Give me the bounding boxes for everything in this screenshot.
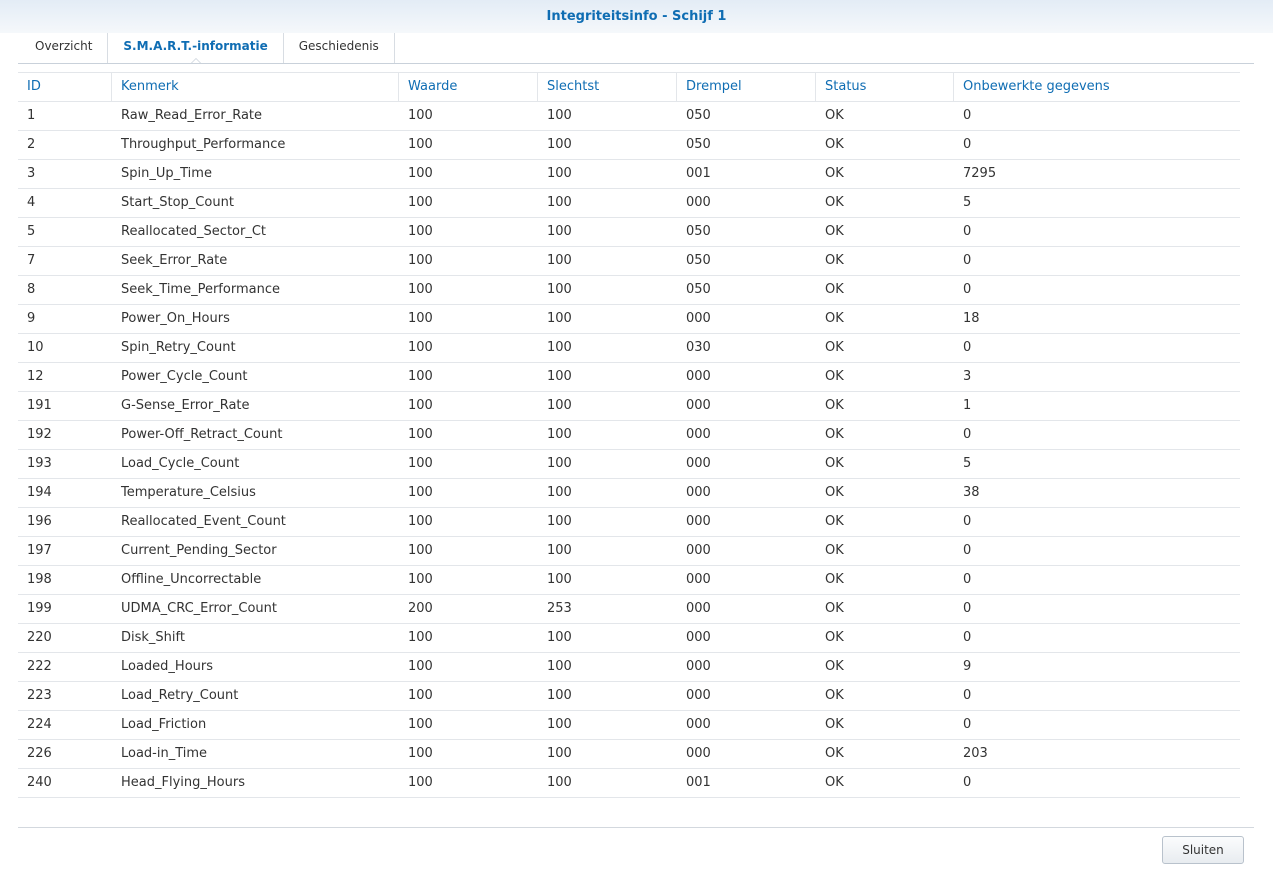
cell-id: 199 — [27, 601, 52, 616]
cell-worst: 100 — [547, 253, 572, 268]
cell-worst: 100 — [547, 746, 572, 761]
cell-status: OK — [825, 775, 844, 790]
table-row[interactable] — [18, 740, 1240, 769]
cell-value: 100 — [408, 108, 433, 123]
cell-status: OK — [825, 253, 844, 268]
cell-id: 4 — [27, 195, 36, 210]
cell-threshold: 000 — [686, 398, 711, 413]
cell-threshold: 000 — [686, 456, 711, 471]
cell-attribute: Power_Cycle_Count — [121, 369, 248, 384]
cell-status: OK — [825, 282, 844, 297]
table-header-row — [18, 72, 1240, 102]
cell-status: OK — [825, 340, 844, 355]
cell-threshold: 030 — [686, 340, 711, 355]
cell-threshold: 050 — [686, 282, 711, 297]
cell-id: 192 — [27, 427, 52, 442]
cell-value: 100 — [408, 369, 433, 384]
cell-worst: 253 — [547, 601, 572, 616]
cell-attribute: Power-Off_Retract_Count — [121, 427, 283, 442]
cell-id: 223 — [27, 688, 52, 703]
column-header-status[interactable]: Status — [816, 73, 954, 101]
cell-status: OK — [825, 485, 844, 500]
cell-threshold: 050 — [686, 137, 711, 152]
cell-id: 193 — [27, 456, 52, 471]
cell-worst: 100 — [547, 108, 572, 123]
cell-status: OK — [825, 427, 844, 442]
table-row[interactable] — [18, 131, 1240, 160]
cell-raw: 0 — [963, 108, 972, 123]
cell-raw: 18 — [963, 311, 980, 326]
cell-id: 240 — [27, 775, 52, 790]
tab-history-label: Geschiedenis — [298, 39, 379, 53]
cell-attribute: G-Sense_Error_Rate — [121, 398, 250, 413]
column-header-raw[interactable]: Onbewerkte gegevens — [963, 79, 1110, 94]
column-header-threshold[interactable]: Drempel — [677, 73, 816, 101]
cell-status: OK — [825, 137, 844, 152]
cell-worst: 100 — [547, 311, 572, 326]
cell-value: 100 — [408, 427, 433, 442]
column-header-id[interactable]: ID — [18, 73, 112, 101]
cell-raw: 3 — [963, 369, 972, 384]
cell-status: OK — [825, 195, 844, 210]
cell-status: OK — [825, 311, 844, 326]
tab-history[interactable] — [284, 33, 395, 63]
column-header-attribute[interactable]: Kenmerk — [112, 73, 399, 101]
cell-attribute: Seek_Time_Performance — [121, 282, 280, 297]
cell-attribute: Spin_Up_Time — [121, 166, 212, 181]
table-row[interactable] — [18, 218, 1240, 247]
cell-worst: 100 — [547, 485, 572, 500]
cell-value: 100 — [408, 659, 433, 674]
cell-id: 196 — [27, 514, 52, 529]
cell-id: 1 — [27, 108, 36, 123]
cell-threshold: 000 — [686, 688, 711, 703]
cell-attribute: Raw_Read_Error_Rate — [121, 108, 263, 123]
cell-worst: 100 — [547, 398, 572, 413]
cell-id: 8 — [27, 282, 36, 297]
cell-raw: 0 — [963, 717, 972, 732]
cell-value: 200 — [408, 601, 433, 616]
cell-status: OK — [825, 572, 844, 587]
cell-raw: 7295 — [963, 166, 997, 181]
cell-status: OK — [825, 456, 844, 471]
table-row[interactable] — [18, 160, 1240, 189]
cell-value: 100 — [408, 717, 433, 732]
cell-attribute: Load_Retry_Count — [121, 688, 239, 703]
cell-attribute: Start_Stop_Count — [121, 195, 234, 210]
cell-id: 197 — [27, 543, 52, 558]
cell-raw: 0 — [963, 427, 972, 442]
cell-id: 7 — [27, 253, 36, 268]
cell-attribute: Offline_Uncorrectable — [121, 572, 262, 587]
cell-id: 10 — [27, 340, 44, 355]
dialog-title: Integriteitsinfo - Schijf 1 — [546, 9, 727, 24]
cell-value: 100 — [408, 775, 433, 790]
table-row[interactable] — [18, 769, 1240, 798]
cell-raw: 38 — [963, 485, 980, 500]
cell-value: 100 — [408, 340, 433, 355]
cell-value: 100 — [408, 253, 433, 268]
table-row[interactable] — [18, 102, 1240, 131]
table-row[interactable] — [18, 479, 1240, 508]
close-button[interactable]: Sluiten — [1162, 836, 1244, 864]
tab-bar — [18, 33, 395, 63]
cell-threshold: 000 — [686, 717, 711, 732]
cell-value: 100 — [408, 166, 433, 181]
table-row[interactable] — [18, 624, 1240, 653]
cell-raw: 5 — [963, 195, 972, 210]
cell-status: OK — [825, 717, 844, 732]
cell-threshold: 000 — [686, 485, 711, 500]
column-header-worst[interactable]: Slechtst — [538, 73, 677, 101]
cell-worst: 100 — [547, 659, 572, 674]
dialog-titlebar — [0, 0, 1273, 33]
cell-worst: 100 — [547, 427, 572, 442]
cell-threshold: 000 — [686, 514, 711, 529]
cell-threshold: 000 — [686, 746, 711, 761]
cell-status: OK — [825, 166, 844, 181]
cell-value: 100 — [408, 195, 433, 210]
cell-id: 3 — [27, 166, 36, 181]
cell-value: 100 — [408, 137, 433, 152]
cell-worst: 100 — [547, 195, 572, 210]
cell-id: 220 — [27, 630, 52, 645]
table-row[interactable] — [18, 305, 1240, 334]
cell-status: OK — [825, 369, 844, 384]
cell-status: OK — [825, 630, 844, 645]
cell-raw: 203 — [963, 746, 988, 761]
cell-worst: 100 — [547, 166, 572, 181]
cell-attribute: Spin_Retry_Count — [121, 340, 236, 355]
cell-status: OK — [825, 543, 844, 558]
cell-attribute: Head_Flying_Hours — [121, 775, 245, 790]
cell-raw: 0 — [963, 601, 972, 616]
cell-attribute: Current_Pending_Sector — [121, 543, 277, 558]
cell-raw: 0 — [963, 543, 972, 558]
smart-table — [18, 72, 1240, 798]
cell-worst: 100 — [547, 688, 572, 703]
cell-attribute: UDMA_CRC_Error_Count — [121, 601, 277, 616]
cell-worst: 100 — [547, 369, 572, 384]
cell-attribute: Reallocated_Sector_Ct — [121, 224, 267, 239]
cell-id: 198 — [27, 572, 52, 587]
cell-worst: 100 — [547, 514, 572, 529]
cell-threshold: 001 — [686, 166, 711, 181]
cell-value: 100 — [408, 456, 433, 471]
cell-value: 100 — [408, 311, 433, 326]
cell-id: 5 — [27, 224, 36, 239]
cell-attribute: Throughput_Performance — [121, 137, 286, 152]
cell-value: 100 — [408, 282, 433, 297]
table-row[interactable] — [18, 189, 1240, 218]
cell-value: 100 — [408, 485, 433, 500]
cell-attribute: Load_Cycle_Count — [121, 456, 240, 471]
cell-worst: 100 — [547, 630, 572, 645]
cell-threshold: 000 — [686, 195, 711, 210]
cell-raw: 0 — [963, 572, 972, 587]
cell-attribute: Load-in_Time — [121, 746, 208, 761]
cell-raw: 0 — [963, 224, 972, 239]
cell-attribute: Reallocated_Event_Count — [121, 514, 286, 529]
cell-raw: 9 — [963, 659, 972, 674]
cell-worst: 100 — [547, 717, 572, 732]
cell-worst: 100 — [547, 340, 572, 355]
cell-value: 100 — [408, 543, 433, 558]
cell-raw: 0 — [963, 137, 972, 152]
cell-value: 100 — [408, 688, 433, 703]
table-row[interactable] — [18, 711, 1240, 740]
cell-threshold: 050 — [686, 108, 711, 123]
cell-value: 100 — [408, 224, 433, 239]
cell-attribute: Seek_Error_Rate — [121, 253, 228, 268]
cell-threshold: 050 — [686, 224, 711, 239]
table-row[interactable] — [18, 247, 1240, 276]
cell-value: 100 — [408, 746, 433, 761]
cell-worst: 100 — [547, 282, 572, 297]
cell-threshold: 000 — [686, 427, 711, 442]
cell-threshold: 000 — [686, 572, 711, 587]
cell-raw: 0 — [963, 514, 972, 529]
cell-threshold: 000 — [686, 369, 711, 384]
cell-worst: 100 — [547, 224, 572, 239]
table-row[interactable] — [18, 363, 1240, 392]
cell-raw: 0 — [963, 282, 972, 297]
table-row[interactable] — [18, 537, 1240, 566]
cell-threshold: 000 — [686, 543, 711, 558]
tab-overview-label: Overzicht — [35, 39, 93, 53]
cell-threshold: 000 — [686, 630, 711, 645]
table-row[interactable] — [18, 276, 1240, 305]
cell-value: 100 — [408, 514, 433, 529]
cell-status: OK — [825, 398, 844, 413]
cell-value: 100 — [408, 398, 433, 413]
table-body — [18, 102, 1240, 798]
cell-status: OK — [825, 108, 844, 123]
tab-smart-info[interactable] — [108, 33, 283, 63]
table-row[interactable] — [18, 450, 1240, 479]
tab-divider — [18, 63, 1254, 64]
table-row[interactable] — [18, 682, 1240, 711]
cell-raw: 0 — [963, 630, 972, 645]
cell-status: OK — [825, 224, 844, 239]
cell-id: 9 — [27, 311, 36, 326]
tab-smart-info-label: S.M.A.R.T.-informatie — [123, 39, 268, 53]
cell-id: 194 — [27, 485, 52, 500]
table-row[interactable] — [18, 595, 1240, 624]
cell-id: 222 — [27, 659, 52, 674]
cell-raw: 0 — [963, 775, 972, 790]
cell-worst: 100 — [547, 543, 572, 558]
cell-status: OK — [825, 746, 844, 761]
cell-status: OK — [825, 659, 844, 674]
cell-attribute: Loaded_Hours — [121, 659, 214, 674]
cell-threshold: 000 — [686, 601, 711, 616]
cell-worst: 100 — [547, 456, 572, 471]
table-row[interactable] — [18, 421, 1240, 450]
table-row[interactable] — [18, 508, 1240, 537]
cell-status: OK — [825, 514, 844, 529]
table-row[interactable] — [18, 392, 1240, 421]
footer-divider — [18, 827, 1254, 828]
cell-worst: 100 — [547, 137, 572, 152]
cell-value: 100 — [408, 572, 433, 587]
cell-id: 224 — [27, 717, 52, 732]
cell-threshold: 050 — [686, 253, 711, 268]
cell-value: 100 — [408, 630, 433, 645]
cell-id: 226 — [27, 746, 52, 761]
cell-raw: 1 — [963, 398, 972, 413]
cell-attribute: Temperature_Celsius — [121, 485, 256, 500]
cell-id: 191 — [27, 398, 52, 413]
column-header-value[interactable]: Waarde — [399, 73, 538, 101]
cell-raw: 0 — [963, 688, 972, 703]
cell-status: OK — [825, 601, 844, 616]
cell-id: 12 — [27, 369, 44, 384]
cell-threshold: 001 — [686, 775, 711, 790]
cell-threshold: 000 — [686, 311, 711, 326]
cell-raw: 5 — [963, 456, 972, 471]
cell-raw: 0 — [963, 253, 972, 268]
cell-worst: 100 — [547, 572, 572, 587]
cell-attribute: Load_Friction — [121, 717, 207, 732]
cell-threshold: 000 — [686, 659, 711, 674]
cell-worst: 100 — [547, 775, 572, 790]
tab-overview[interactable] — [18, 33, 108, 63]
cell-attribute: Power_On_Hours — [121, 311, 230, 326]
table-row[interactable] — [18, 566, 1240, 595]
cell-raw: 0 — [963, 340, 972, 355]
table-row[interactable] — [18, 653, 1240, 682]
table-row[interactable] — [18, 334, 1240, 363]
cell-status: OK — [825, 688, 844, 703]
cell-attribute: Disk_Shift — [121, 630, 185, 645]
cell-id: 2 — [27, 137, 36, 152]
